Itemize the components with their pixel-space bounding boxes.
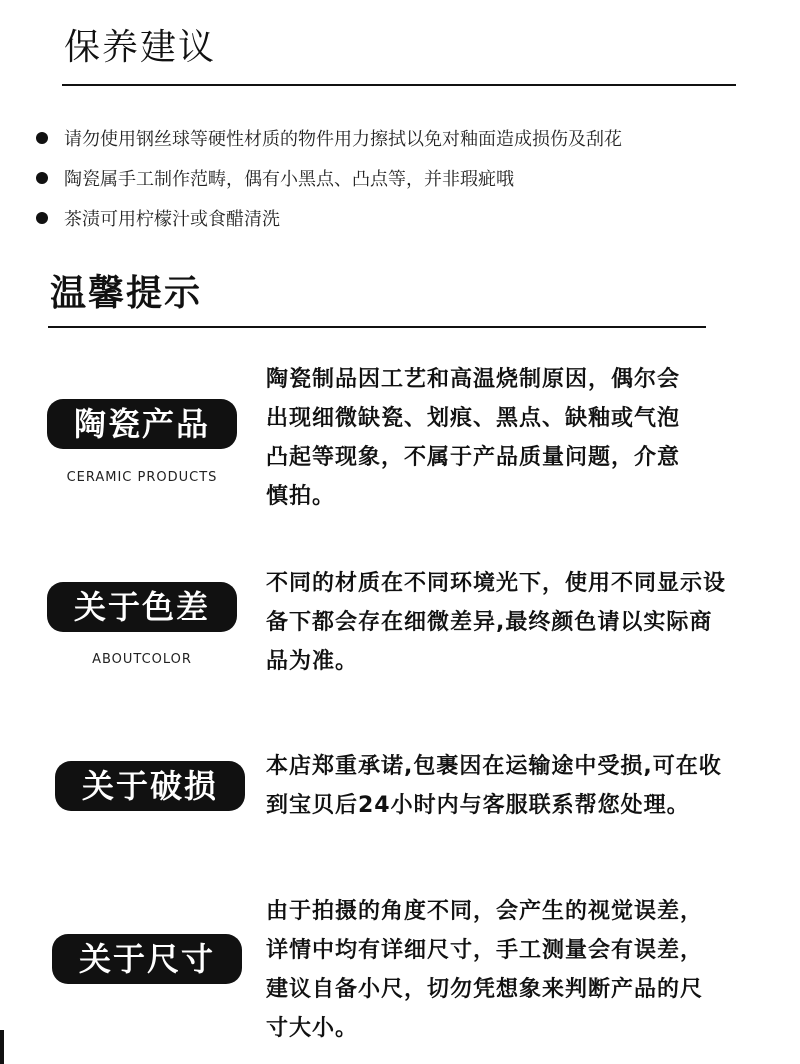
care-tip-text: 请勿使用钢丝球等硬性材质的物件用力擦拭以免对釉面造成损伤及刮花	[64, 129, 622, 150]
ceramic-products-subtitle: CERAMIC PRODUCTS	[66, 470, 218, 485]
care-tip-text: 茶渍可用柠檬汁或食醋清洗	[64, 209, 280, 230]
size-text: 由于拍摄的角度不同，会产生的视觉误差，详情中均有详细尺寸，手工测量会有误差，建议自备小尺，切勿凭想象来判断产品的尺寸大小。	[266, 899, 704, 1041]
care-title-divider	[62, 84, 736, 86]
care-tip-item	[36, 158, 622, 198]
bullet-dot-icon	[36, 212, 48, 224]
bullet-dot-icon	[36, 172, 48, 184]
care-tip-text: 陶瓷属手工制作范畴，偶有小黑点、凸点等，并非瑕疵哦	[64, 169, 514, 190]
color-difference-subtitle: ABOUTCOLOR	[92, 652, 192, 667]
damage-badge: 关于破损	[55, 761, 245, 811]
ceramic-products-badge: 陶瓷产品	[47, 399, 237, 449]
ceramic-products-text: 陶瓷制品因工艺和高温烧制原因，偶尔会出现细微缺瓷、划痕、黑点、缺釉或气泡凸起等现象，不属于产品质量问题，介意慎拍。	[266, 367, 681, 509]
notice-title: 温馨提示	[50, 273, 203, 314]
care-tip-item	[36, 118, 622, 158]
color-difference-badge: 关于色差	[47, 582, 237, 632]
color-difference-text: 不同的材质在不同环境光下，使用不同显示设备下都会存在细微差异,最终颜色请以实际商品为准。	[266, 571, 727, 674]
left-edge-mark	[0, 1030, 4, 1064]
care-title: 保养建议	[64, 27, 217, 68]
size-badge: 关于尺寸	[52, 934, 242, 984]
damage-text: 本店郑重承诺,包裹因在运输途中受损,可在收到宝贝后24小时内与客服联系帮您处理。	[266, 754, 722, 818]
notice-title-divider	[48, 326, 706, 328]
bullet-dot-icon	[36, 132, 48, 144]
care-tip-item	[36, 198, 622, 238]
care-tips-list	[36, 118, 622, 238]
